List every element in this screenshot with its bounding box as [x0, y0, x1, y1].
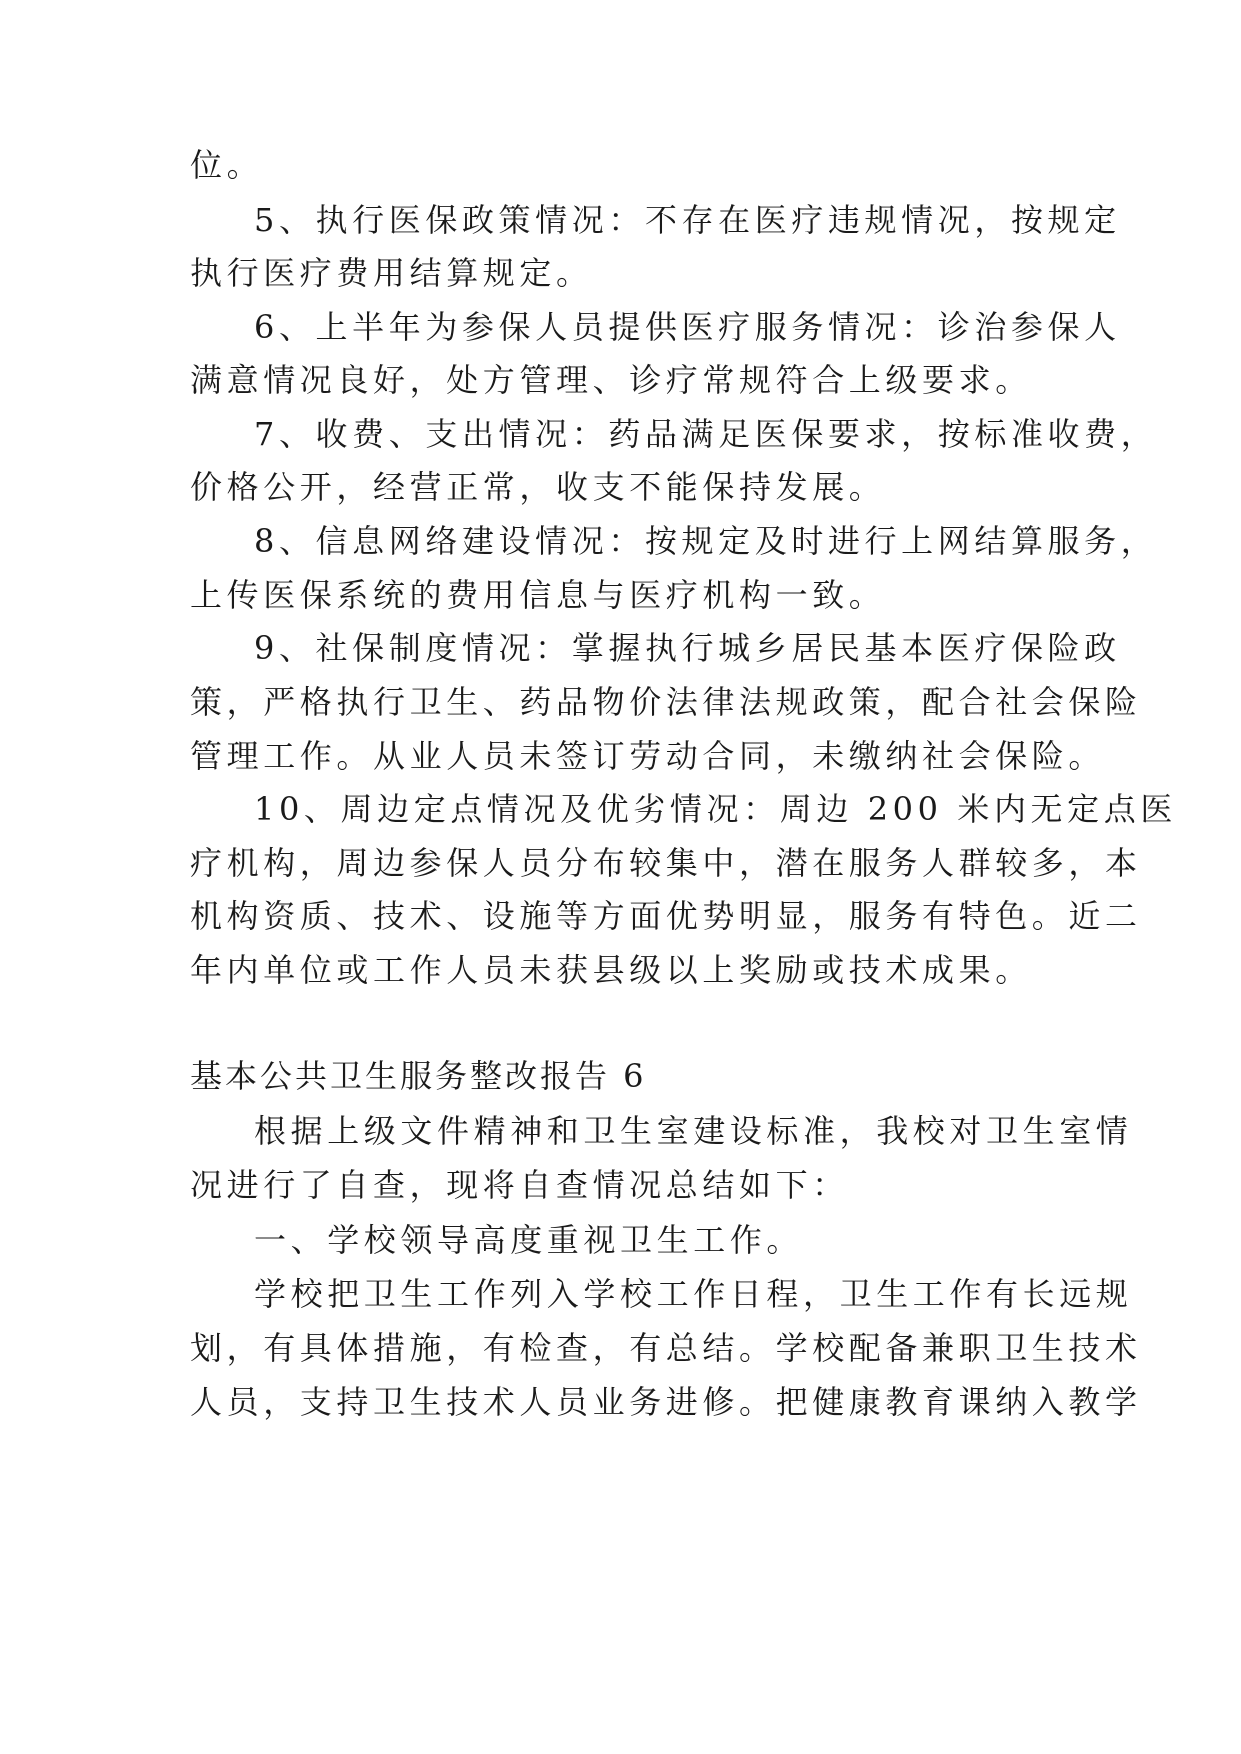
text-line: 疗机构，周边参保人员分布较集中，潜在服务人群较多，本 — [190, 844, 1142, 882]
paragraph-intro: 根据上级文件精神和卫生室建设标准，我校对卫生室情 — [254, 1112, 1133, 1150]
text-line: 年内单位或工作人员未获县级以上奖励或技术成果。 — [190, 951, 1032, 989]
paragraph-item-7: 7、收费、支出情况：药品满足医保要求，按标准收费， — [254, 415, 1158, 453]
text-line: 划，有具体措施，有检查，有总结。学校配备兼职卫生技术 — [190, 1329, 1142, 1367]
text-line: 人员，支持卫生技术人员业务进修。把健康教育课纳入教学 — [190, 1383, 1142, 1421]
text-line: 机构资质、技术、设施等方面优势明显，服务有特色。近二 — [190, 897, 1142, 935]
text-line: 况进行了自查，现将自查情况总结如下： — [190, 1166, 849, 1204]
paragraph-item-5: 5、执行医保政策情况：不存在医疗违规情况，按规定 — [254, 201, 1121, 239]
paragraph-item-6: 6、上半年为参保人员提供医疗服务情况：诊治参保人 — [254, 308, 1121, 346]
paragraph-item-10: 10、周边定点情况及优劣情况：周边 200 米内无定点医 — [254, 790, 1177, 828]
paragraph-school: 学校把卫生工作列入学校工作日程，卫生工作有长远规 — [254, 1275, 1133, 1313]
text-line: 位。 — [190, 146, 264, 184]
text-line: 策，严格执行卫生、药品物价法律法规政策，配合社会保险 — [190, 683, 1142, 721]
text-line: 满意情况良好，处方管理、诊疗常规符合上级要求。 — [190, 361, 1032, 399]
section-heading: 基本公共卫生服务整改报告 6 — [190, 1057, 647, 1095]
subheading-one: 一、学校领导高度重视卫生工作。 — [254, 1221, 804, 1259]
paragraph-item-8: 8、信息网络建设情况：按规定及时进行上网结算服务， — [254, 522, 1158, 560]
paragraph-item-9: 9、社保制度情况：掌握执行城乡居民基本医疗保险政 — [254, 629, 1121, 667]
text-line: 上传医保系统的费用信息与医疗机构一致。 — [190, 576, 886, 614]
text-line: 管理工作。从业人员未签订劳动合同，未缴纳社会保险。 — [190, 737, 1106, 775]
text-line: 执行医疗费用结算规定。 — [190, 254, 593, 292]
text-line: 价格公开，经营正常，收支不能保持发展。 — [190, 468, 886, 506]
